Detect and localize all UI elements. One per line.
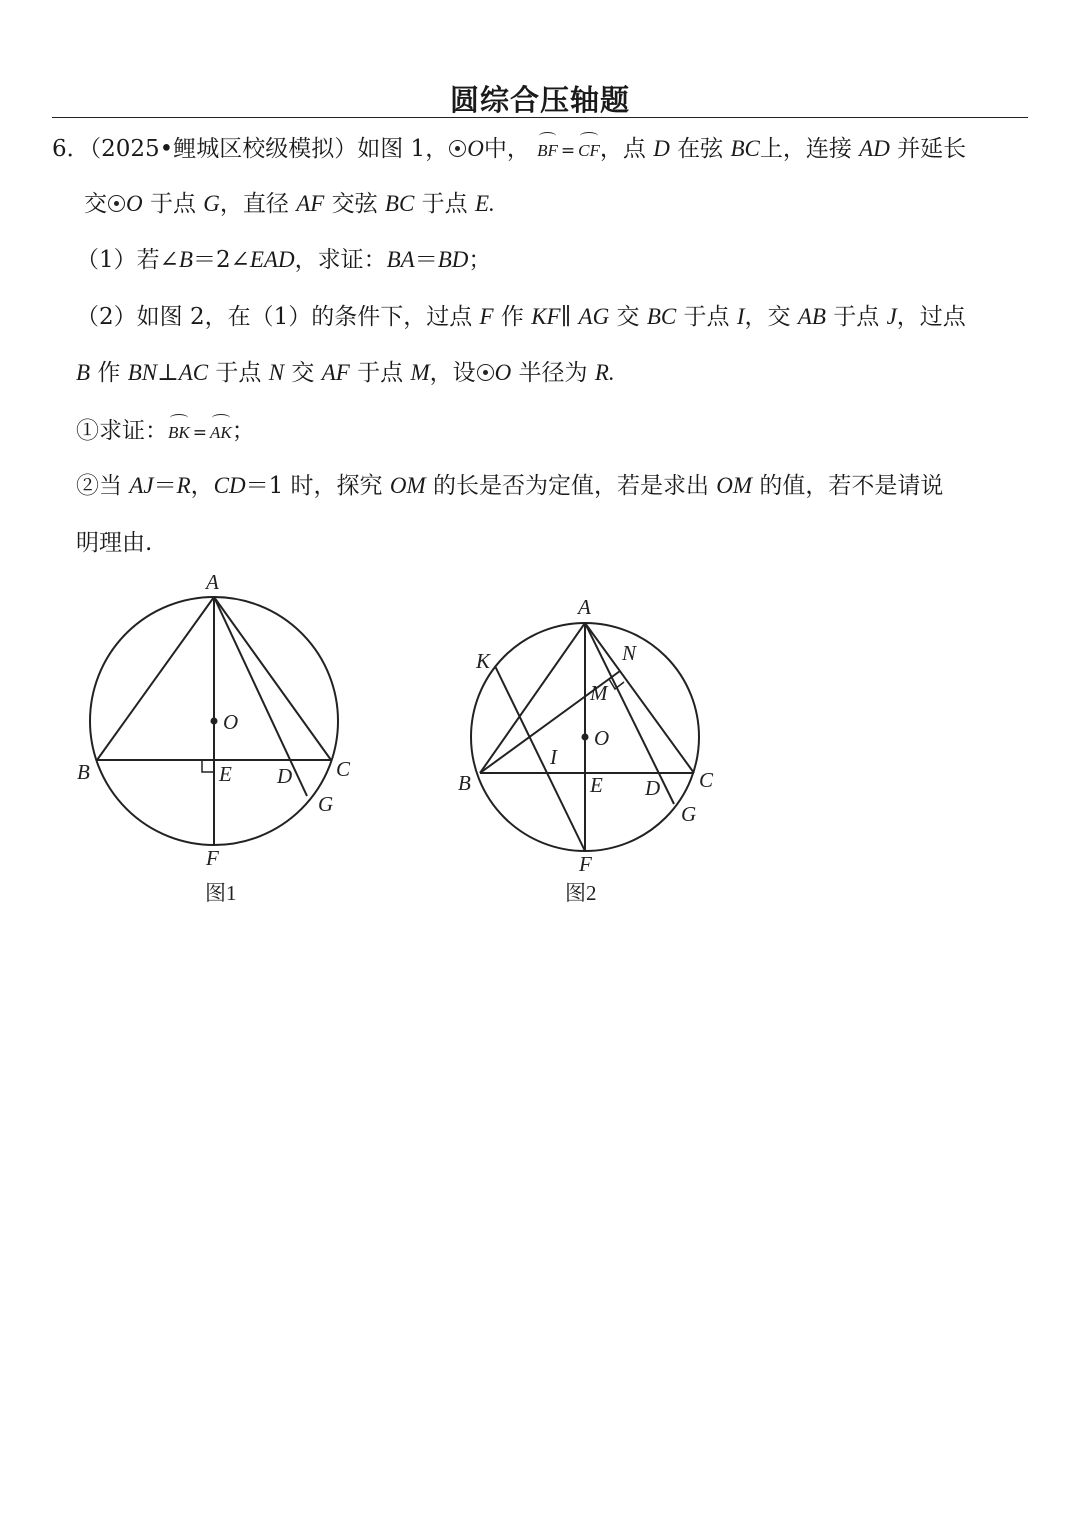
text: （2）如图 2，在（1）的条件下，过点 [76, 304, 473, 330]
text: ； [231, 418, 255, 444]
fig2-label-f: F [579, 852, 592, 876]
text: ①求证： [76, 418, 168, 444]
fig2-label-d: D [645, 776, 661, 800]
text: AJ [129, 473, 154, 498]
arc-bf: BF [537, 132, 558, 166]
text: ，点 [599, 136, 646, 162]
text: O [467, 136, 484, 161]
text: 交 [291, 360, 315, 386]
fig2-label-c: C [699, 768, 714, 792]
text: 于点 [149, 191, 196, 217]
text: 半径为 [518, 360, 588, 386]
problem-source: （2025•鲤城区校级模拟） [89, 136, 358, 162]
fig1-right-angle-mark [202, 760, 214, 772]
page-title: 圆综合压轴题 [449, 83, 630, 117]
text: G [203, 191, 220, 216]
text: 于点 [215, 360, 262, 386]
text: AF [296, 191, 325, 216]
text: BC [730, 136, 760, 161]
fig1-segment-ac [214, 597, 331, 760]
text: 上，连接 [759, 136, 852, 162]
fig2-label-n: N [622, 641, 637, 665]
fig2-segment-kf [495, 666, 585, 851]
text: ， [190, 473, 214, 499]
text: ，过点 [896, 304, 966, 330]
text: EAD [249, 247, 295, 272]
text: ∥ [560, 304, 572, 330]
text: KF [531, 304, 561, 329]
text: ＝ [153, 473, 177, 499]
fig2-label-a: A [578, 595, 591, 619]
fig1-label-e: E [219, 762, 232, 786]
fig1-center-dot [211, 718, 218, 725]
text: 中， [483, 136, 530, 162]
fig2-label-e: E [590, 773, 603, 797]
text: ，交 [744, 304, 791, 330]
text: B [178, 247, 193, 272]
text: CD [213, 473, 246, 498]
text: AF [321, 360, 350, 385]
text: BN [127, 360, 158, 385]
fig2-label-k: K [476, 649, 491, 673]
text: 明理由. [76, 530, 153, 556]
fig2-right-angle-mark [609, 679, 624, 689]
fig1-label-o: O [223, 710, 239, 734]
text: ②当 [76, 473, 122, 499]
text: 如图 1， [357, 136, 449, 162]
text: = [192, 423, 207, 443]
text: E. [474, 191, 495, 216]
text: 并延长 [897, 136, 967, 162]
text: BA [386, 247, 415, 272]
text: = [560, 141, 576, 161]
text: R [176, 473, 191, 498]
text: ⊥ [157, 360, 179, 386]
fig2-center-dot [582, 734, 589, 741]
fig1-label-g: G [318, 792, 334, 816]
text: ，求证： [294, 247, 387, 273]
text: ＝1 时，探究 [245, 473, 383, 499]
text: AB [797, 304, 826, 329]
text: 作 [97, 360, 121, 386]
text: J [886, 304, 897, 329]
fig2-label-o: O [594, 726, 610, 750]
fig2-caption: 图2 [565, 881, 597, 905]
text: D [653, 136, 670, 161]
text: ，直径 [219, 191, 289, 217]
text: 于点 [683, 304, 730, 330]
text: OM [389, 473, 426, 498]
text: 于点 [421, 191, 468, 217]
text: OM [716, 473, 753, 498]
text: ＝2∠ [192, 247, 250, 273]
text: （1）若∠ [76, 247, 179, 273]
fig2-label-g: G [681, 802, 697, 826]
arc-cf: CF [578, 132, 600, 166]
text: ，设 [429, 360, 476, 386]
fig1-label-d: D [277, 764, 293, 788]
text: BC [384, 191, 415, 216]
arc-bk: BK [168, 414, 190, 448]
fig2-label-m: M [590, 681, 608, 705]
fig1-label-f: F [206, 846, 219, 870]
text: 的值，若不是请说 [759, 473, 944, 499]
fig2-label-b: B [458, 771, 471, 795]
text: 于点 [833, 304, 880, 330]
problem-number: 6． [52, 136, 90, 162]
text: I [736, 304, 745, 329]
text: AC [178, 360, 209, 385]
text: BC [646, 304, 677, 329]
text: 的长是否为定值，若是求出 [432, 473, 709, 499]
fig1-label-b: B [77, 760, 90, 784]
text: 交弦 [331, 191, 378, 217]
text: BD [437, 247, 469, 272]
text: M [410, 360, 430, 385]
text: ＝ [414, 247, 438, 273]
text: F [479, 304, 494, 329]
fig1-segment-ab [97, 597, 214, 760]
text: N [268, 360, 285, 385]
text: 于点 [357, 360, 404, 386]
text: 作 [500, 304, 524, 330]
text: ； [468, 247, 492, 273]
text: 在弦 [677, 136, 724, 162]
fig2-segment-ab [480, 623, 585, 773]
fig1-caption: 图1 [205, 881, 237, 905]
text: B [76, 360, 91, 385]
text: R. [594, 360, 615, 385]
text: O [494, 360, 512, 385]
text: 交 [616, 304, 640, 330]
fig2-label-i: I [550, 745, 557, 769]
text: 交 [84, 191, 107, 217]
text: O [126, 191, 143, 216]
text: AG [578, 304, 610, 329]
text: AD [859, 136, 890, 161]
fig1-label-c: C [336, 757, 351, 781]
fig1-label-a: A [206, 570, 219, 594]
arc-ak: AK [210, 414, 232, 448]
